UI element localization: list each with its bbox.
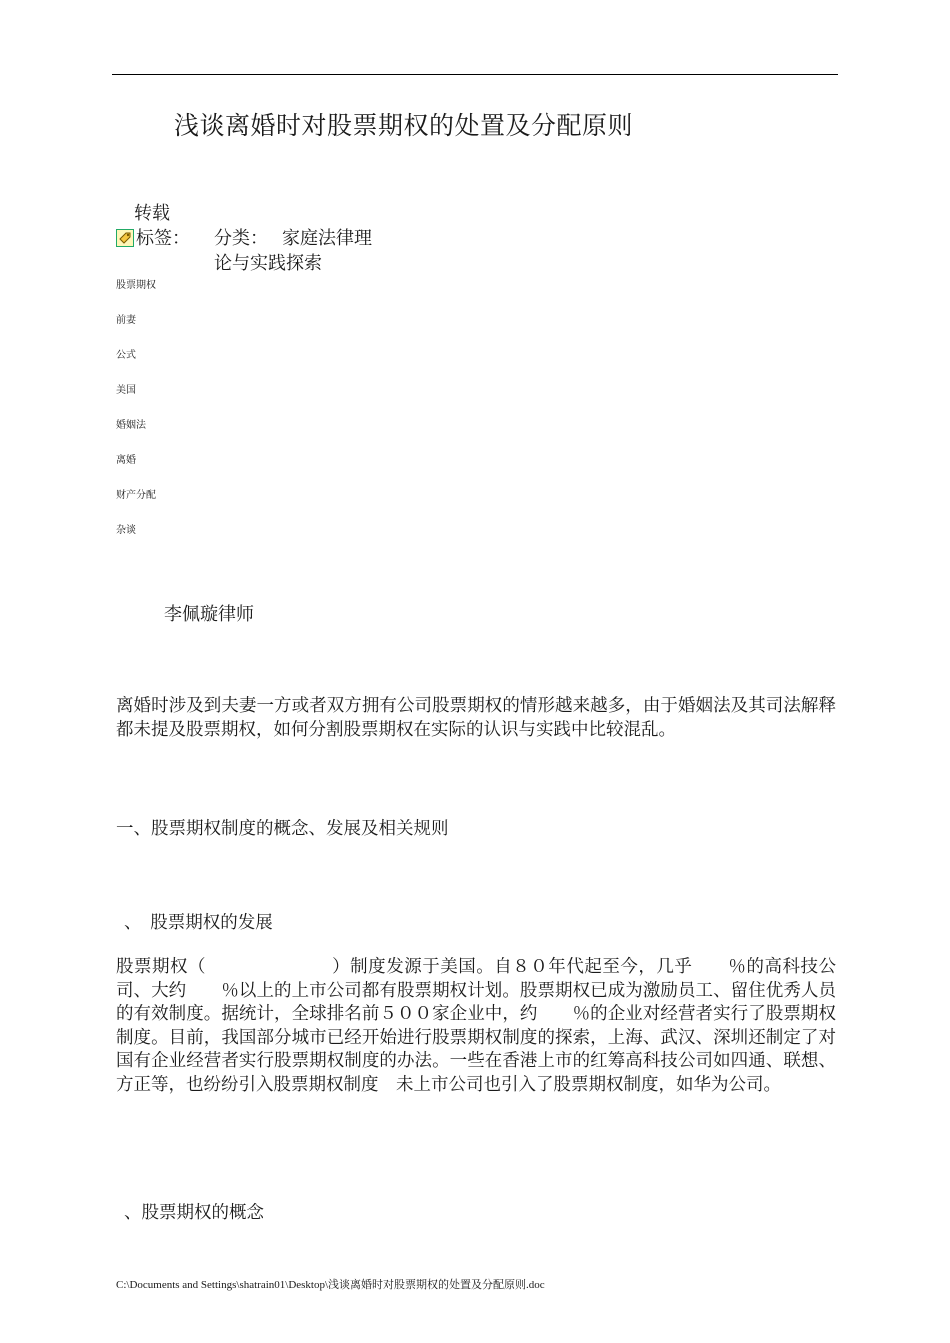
tag-item[interactable]: 杂谈 xyxy=(116,525,136,536)
tag-item[interactable]: 美国 xyxy=(116,385,136,396)
tag-item[interactable]: 离婚 xyxy=(116,455,136,466)
author-name: 李佩璇律师 xyxy=(164,604,254,625)
tag-item[interactable]: 婚姻法 xyxy=(116,420,146,431)
header-rule xyxy=(112,74,838,75)
intro-paragraph: 离婚时涉及到夫妻一方或者双方拥有公司股票期权的情形越来越多，由于婚姻法及其司法解释都未提及股票期权，如何分割股票期权在实际的认识与实践中比较混乱。 xyxy=(116,696,836,740)
tag-item[interactable]: 股票期权 xyxy=(116,280,156,291)
document-title: 浅谈离婚时对股票期权的处置及分配原则 xyxy=(174,111,634,140)
tag-icon xyxy=(116,229,134,247)
tag-item[interactable]: 前妻 xyxy=(116,315,136,326)
tag-item[interactable]: 公式 xyxy=(116,350,136,361)
footer-file-path: C:\Documents and Settings\shatrain01\Desktop\浅谈离婚时对股票期权的处置及分配原则.doc xyxy=(116,1279,545,1291)
repost-label: 转载 xyxy=(134,203,170,224)
category-link[interactable]: 家庭法律理论与实践探索 xyxy=(214,228,372,274)
category-label: 分类： xyxy=(214,228,268,249)
category-block xyxy=(214,226,384,276)
meta-row xyxy=(116,226,384,276)
tag-item[interactable]: 财产分配 xyxy=(116,490,156,501)
subsection-heading-development: 、 股票期权的发展 xyxy=(124,913,273,933)
subsection-heading-concept: 、股票期权的概念 xyxy=(124,1203,264,1223)
tag-list xyxy=(116,280,156,560)
section-heading-1: 一、股票期权制度的概念、发展及相关规则 xyxy=(116,819,449,839)
development-paragraph: 股票期权（ ）制度发源于美国。自８０年代起至今，几乎 ％的高科技公司、大约 ％以上的上市公司都有股票期权计划。股票期权已成为激励员工、留住优秀人员的有效制度。据统计，全球排名前５００家企业中，约 ％的企业对经营者实行了股票期权制度。目前，我国部分城市已经开始进行股票期权制度的探索，上海、武汉、深圳还制定了对国有企业经营者实行股票期权制度的办法。一些在香港上市的红筹高科技公司如四通、联想、方正等，也纷纷引入股票期权制度 未上市公司也引入了股票期权制度，如华为公司。 xyxy=(116,957,836,1095)
tag-label: 标签： xyxy=(136,228,190,249)
